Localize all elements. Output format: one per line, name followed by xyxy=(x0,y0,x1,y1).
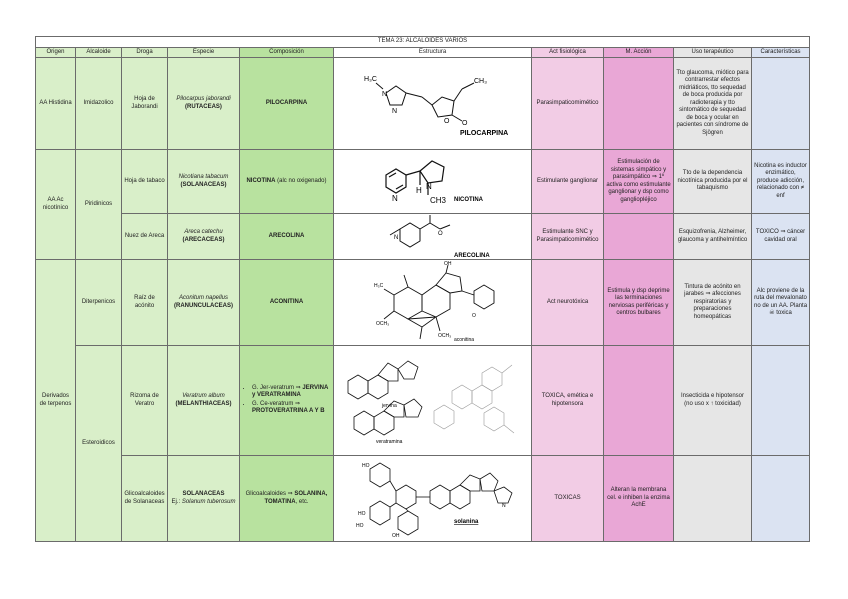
svg-text:CH₃: CH₃ xyxy=(474,77,487,85)
svg-text:N: N xyxy=(382,90,388,98)
svg-text:OH: OH xyxy=(392,532,400,539)
droga-cell: Glicoalcaloides de Solanaceas xyxy=(122,456,168,542)
header-mecanismo-accion: M. Acción xyxy=(604,47,674,58)
svg-text:N: N xyxy=(392,107,398,115)
structure-pilocarpina xyxy=(334,58,532,150)
uso-cell: Tto de la dependencia nicotínica producida por el tabaquismo xyxy=(674,150,752,214)
especie-cell: Nicotiana tabacum (SOLANACEAS) xyxy=(168,150,240,214)
caracteristicas-cell xyxy=(752,58,810,150)
accion-cell xyxy=(604,58,674,150)
table-row xyxy=(36,260,810,346)
caracteristicas-cell xyxy=(752,456,810,542)
header-caracteristicas: Características xyxy=(752,47,810,58)
header-composicion: Composición xyxy=(240,47,334,58)
droga-cell: Hoja de Jaborandi xyxy=(122,58,168,150)
composicion-cell: ARECOLINA xyxy=(240,214,334,260)
header-uso-terapeutico: Uso terapéutico xyxy=(674,47,752,58)
svg-text:CH3: CH3 xyxy=(430,195,447,205)
header-droga: Droga xyxy=(122,47,168,58)
structure-label: ARECOLINA xyxy=(454,252,490,259)
especie-cell: Pilocarpus jaborandi (RUTACEAS) xyxy=(168,58,240,150)
uso-cell: Tintura de acónito en jarabes ⇒ afecciones respiratorias y preparaciones homeopáticas xyxy=(674,260,752,346)
especie-cell: Areca catechu (ARECACEAS) xyxy=(168,214,240,260)
droga-cell: Rizoma de Veratro xyxy=(122,346,168,456)
structure-arecolina xyxy=(334,214,532,260)
composicion-cell: Glicoalcaloides ⇒ SOLANINA, TOMATINA, etc. xyxy=(240,456,334,542)
svg-text:HO: HO xyxy=(362,462,370,469)
caracteristicas-cell xyxy=(752,346,810,456)
table-row xyxy=(36,214,810,260)
alkaloids-table xyxy=(35,36,810,542)
act-fisiologica-cell: Estimulante SNC y Parasimpaticomimético xyxy=(532,214,604,260)
header-origen: Origen xyxy=(36,47,76,58)
especie-cell: Aconitum napellus (RANUNCULACEAS) xyxy=(168,260,240,346)
svg-text:O: O xyxy=(462,119,468,127)
composicion-cell: ACONITINA xyxy=(240,260,334,346)
structure-solanina xyxy=(334,456,532,542)
accion-cell xyxy=(604,346,674,456)
caracteristicas-cell: TOXICO ⇒ cáncer cavidad oral xyxy=(752,214,810,260)
structure-label-veratramina: veratramina xyxy=(376,438,403,445)
svg-text:N: N xyxy=(502,502,506,509)
svg-text:O: O xyxy=(444,117,450,125)
accion-cell: Alteran la membrana cel. e inhiben la enzima AchE xyxy=(604,456,674,542)
composicion-cell: NICOTINA (alc no oxigenado) xyxy=(240,150,334,214)
alkaloid-diterpenicos: Diterpenicos xyxy=(76,260,122,346)
svg-text:N: N xyxy=(392,193,398,203)
act-fisiologica-cell: Parasimpaticomimético xyxy=(532,58,604,150)
structure-label: NICOTINA xyxy=(454,196,483,203)
svg-text:OH: OH xyxy=(444,260,452,267)
act-fisiologica-cell: TOXICA, emética e hipotensora xyxy=(532,346,604,456)
table-row xyxy=(36,456,810,542)
page-title: TEMA 23: ALCALOIDES VARIOS xyxy=(36,37,810,48)
structure-nicotina xyxy=(334,150,532,214)
header-alcaloide: Alcaloide xyxy=(76,47,122,58)
uso-cell xyxy=(674,456,752,542)
caracteristicas-cell: Nicotina es inductor enzimático, produce adicción, relacionado con ≠ enf xyxy=(752,150,810,214)
svg-text:H₃C: H₃C xyxy=(364,75,377,83)
droga-cell: Hoja de tabaco xyxy=(122,150,168,214)
origin-nicotinico: AA Ac nicotínico xyxy=(36,150,76,260)
structure-label: solanina xyxy=(454,518,479,525)
svg-text:N: N xyxy=(394,234,399,241)
svg-text:N: N xyxy=(426,181,432,191)
droga-cell: Raíz de acónito xyxy=(122,260,168,346)
alkaloid-esteroidicos: Esteroidicos xyxy=(76,346,122,542)
accion-cell xyxy=(604,214,674,260)
alkaloid-piridinicos: Piridinicos xyxy=(76,150,122,260)
origin-histidina: AA Histidina xyxy=(36,58,76,150)
composicion-cell: PILOCARPINA xyxy=(240,58,334,150)
droga-cell: Nuez de Areca xyxy=(122,214,168,260)
table-row xyxy=(36,346,810,456)
alkaloid-imidazolico: Imidazolico xyxy=(76,58,122,150)
caracteristicas-cell: Alc proviene de la ruta del mevalonato no de un AA. Planta ☠ toxica xyxy=(752,260,810,346)
uso-cell: Insecticida e hipotensor (no uso x ↑ toxicidad) xyxy=(674,346,752,456)
accion-cell: Estimulación de sistemas simpático y parasimpático ⇒ 1º activa como estimulante ganglionar y dsp como gangliopléjico xyxy=(604,150,674,214)
structure-label: PILOCARPINA xyxy=(460,129,509,137)
act-fisiologica-cell: Estimulante ganglionar xyxy=(532,150,604,214)
svg-text:HO: HO xyxy=(358,510,366,517)
structure-label: aconitina xyxy=(454,336,475,343)
svg-text:OCH₃: OCH₃ xyxy=(438,332,452,339)
especie-cell: Veratrum album (MELANTHIACEAS) xyxy=(168,346,240,456)
table-row xyxy=(36,150,810,214)
origin-terpenos: Derivados de terpenos xyxy=(36,260,76,542)
header-especie: Especie xyxy=(168,47,240,58)
svg-text:H₃C: H₃C xyxy=(374,282,384,289)
uso-cell: Esquizofrenia, Alzheimer, glaucoma y antihelmíntico xyxy=(674,214,752,260)
especie-cell: SOLANACEAS Ej.: Solanum tuberosum xyxy=(168,456,240,542)
act-fisiologica-cell: TOXICAS xyxy=(532,456,604,542)
structure-label-jervina: jervina xyxy=(382,402,397,409)
svg-text:O: O xyxy=(472,312,476,319)
composicion-cell: • G. Jer-veratrum ⇒ JERVINA y VERATRAMINA • G. Ce-veratrum ⇒ PROTOVERATRINA A Y B xyxy=(240,346,334,456)
table-row xyxy=(36,58,810,150)
header-act-fisiologica: Act fisiológica xyxy=(532,47,604,58)
svg-text:OCH₃: OCH₃ xyxy=(376,320,390,327)
svg-text:H: H xyxy=(416,185,422,195)
svg-text:O: O xyxy=(438,230,443,237)
header-estructura: Estructura xyxy=(334,47,532,58)
uso-cell: Tto glaucoma, miótico para contrarrestar efectos midriáticos, tto sequedad de boca producida por radioterapia y tto sintomático de sequedad de boca y ocular en pacientes con síndrome de Sjögren xyxy=(674,58,752,150)
svg-text:HO: HO xyxy=(356,522,364,529)
structure-veratro xyxy=(334,346,532,456)
accion-cell: Estimula y dsp deprime las terminaciones nerviosas periféricas y centros bulbares xyxy=(604,260,674,346)
act-fisiologica-cell: Act neurotóxica xyxy=(532,260,604,346)
structure-aconitina xyxy=(334,260,532,346)
